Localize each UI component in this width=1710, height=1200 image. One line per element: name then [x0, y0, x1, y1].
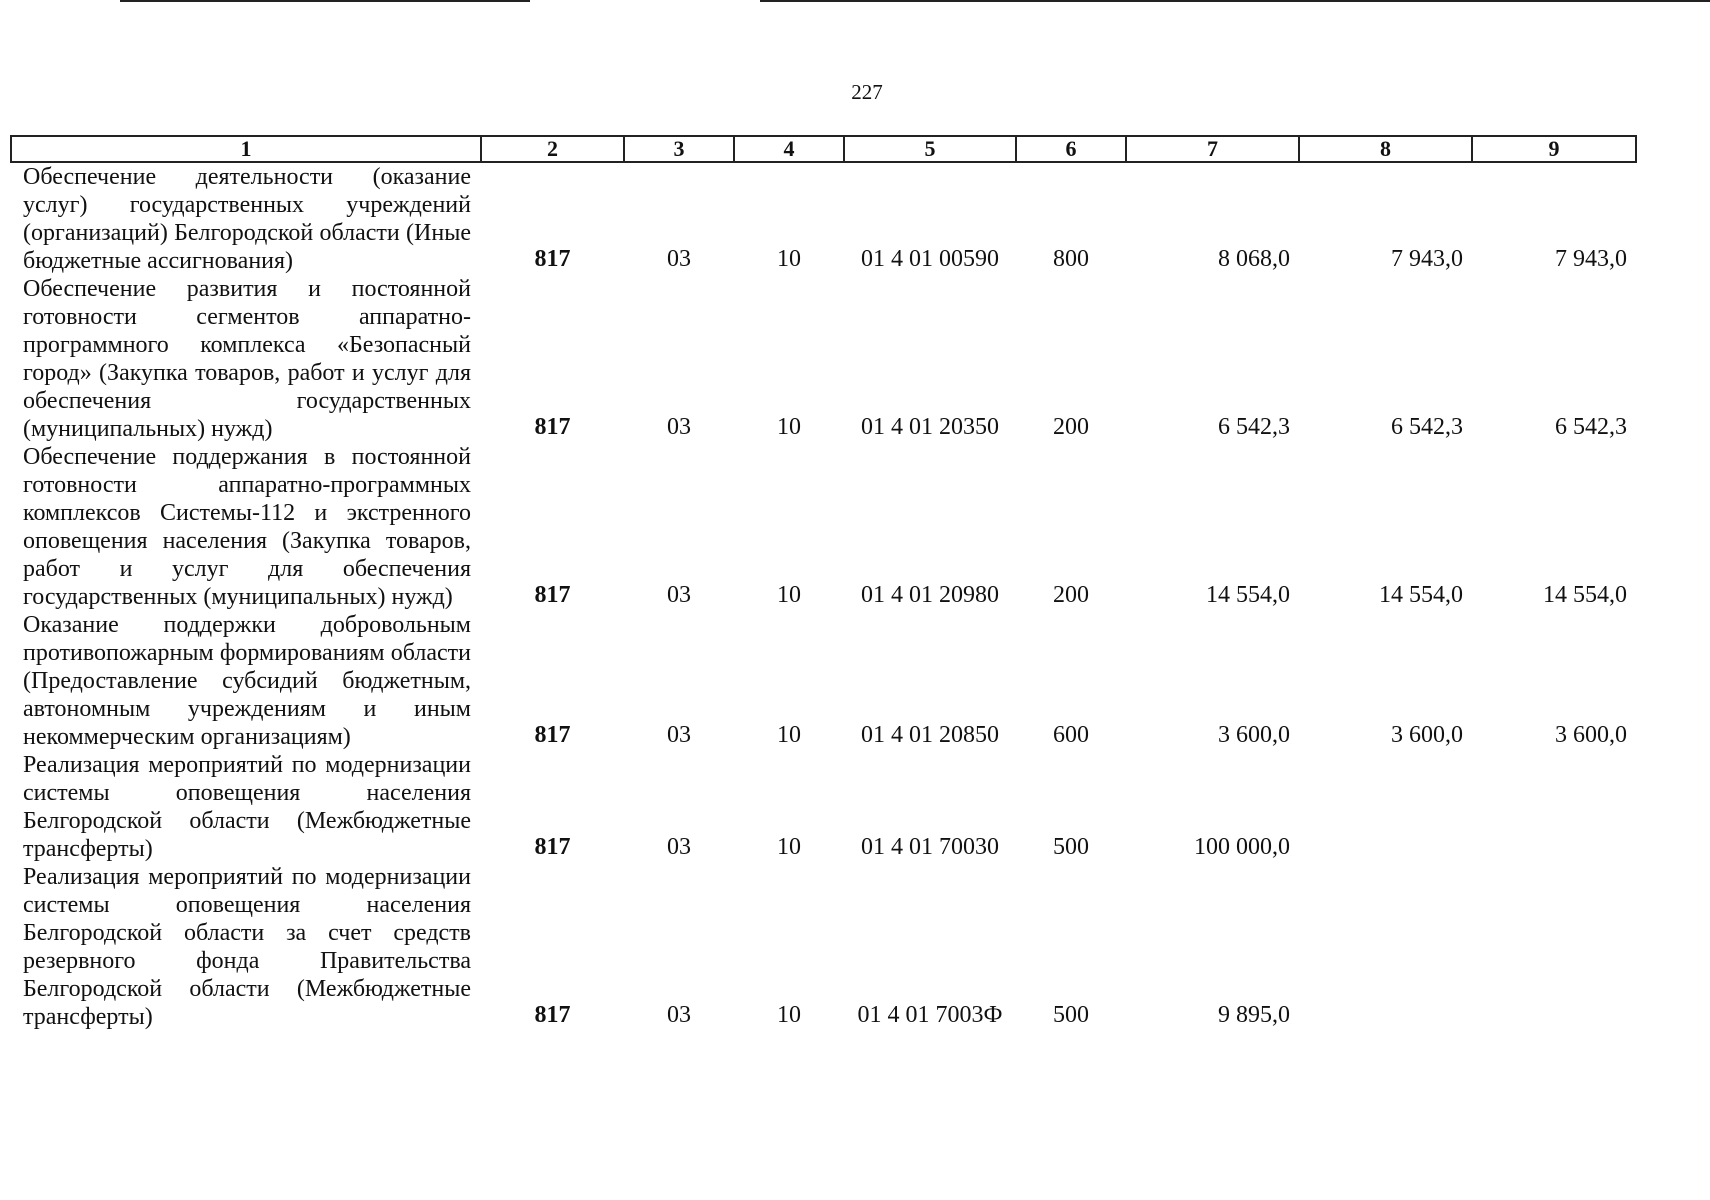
scan-top-rule-left: [120, 0, 530, 2]
code-section: 03: [667, 834, 691, 860]
amount-col7: 9 895,0: [1218, 1002, 1290, 1028]
amount-col9: 6 542,3: [1555, 414, 1627, 440]
header-cell: 7: [1126, 136, 1299, 162]
table-row: [11, 611, 1636, 751]
table-row: [11, 162, 1636, 275]
table-row: [11, 751, 1636, 863]
code-expense-type: 600: [1053, 722, 1089, 748]
header-cell: 5: [844, 136, 1016, 162]
header-cell: 8: [1299, 136, 1472, 162]
code-expense-type: 200: [1053, 414, 1089, 440]
amount-col8: [1299, 863, 1472, 1031]
code-section: 03: [667, 722, 691, 748]
amount-col7: 100 000,0: [1194, 834, 1290, 860]
code-ministry: 817: [534, 246, 571, 272]
code-subsection: 10: [777, 246, 801, 272]
budget-table: [10, 135, 1637, 1031]
amount-col9: [1472, 751, 1636, 863]
table-row: [11, 863, 1636, 1031]
table-row: [11, 443, 1636, 611]
code-target-article: 01 4 01 20850: [861, 722, 999, 748]
amount-col9: 14 554,0: [1543, 582, 1627, 608]
code-ministry: 817: [534, 722, 571, 748]
header-cell: 2: [481, 136, 624, 162]
amount-col8: 7 943,0: [1391, 246, 1463, 272]
amount-col7: 6 542,3: [1218, 414, 1290, 440]
amount-col7: 3 600,0: [1218, 722, 1290, 748]
code-subsection: 10: [777, 722, 801, 748]
amount-col8: 6 542,3: [1391, 414, 1463, 440]
header-cell: 9: [1472, 136, 1636, 162]
code-target-article: 01 4 01 00590: [861, 246, 999, 272]
header-cell: 1: [11, 136, 481, 162]
header-cell: 4: [734, 136, 844, 162]
code-ministry: 817: [534, 582, 571, 608]
code-expense-type: 800: [1053, 246, 1089, 272]
row-description: Обеспечение деятельности (оказание услуг) государственных учреждений (организаций) Белгородской области (Иные бюджетные ассигнования): [23, 164, 471, 274]
header-cell: 6: [1016, 136, 1126, 162]
amount-col8: 14 554,0: [1379, 582, 1463, 608]
code-subsection: 10: [777, 1002, 801, 1028]
amount-col8: 3 600,0: [1391, 722, 1463, 748]
amount-col9: [1472, 863, 1636, 1031]
header-cell: 3: [624, 136, 734, 162]
code-section: 03: [667, 582, 691, 608]
code-target-article: 01 4 01 70030: [861, 834, 999, 860]
code-ministry: 817: [534, 1002, 571, 1028]
row-description: Реализация мероприятий по модернизации системы оповещения населения Белгородской области за счет средств резервного фонда Правительства Белгородской области (Межбюджетные трансферты): [23, 864, 471, 1030]
amount-col7: 14 554,0: [1206, 582, 1290, 608]
code-section: 03: [667, 1002, 691, 1028]
scan-top-rule-right: [760, 0, 1710, 2]
row-description: Реализация мероприятий по модернизации системы оповещения населения Белгородской области (Межбюджетные трансферты): [23, 752, 471, 862]
amount-col8: [1299, 751, 1472, 863]
row-description: Оказание поддержки добровольным противопожарным формированиям области (Предоставление субсидий бюджетным, автономным учреждениям и иным некоммерческим организациям): [23, 612, 471, 750]
code-section: 03: [667, 414, 691, 440]
header-row: [11, 136, 1636, 162]
code-target-article: 01 4 01 20350: [861, 414, 999, 440]
code-expense-type: 500: [1053, 834, 1089, 860]
row-description: Обеспечение развития и постоянной готовности сегментов аппаратно-программного комплекса «Безопасный город» (Закупка товаров, работ и услуг для обеспечения государственных (муниципальных) нужд): [23, 276, 471, 442]
row-description: Обеспечение поддержания в постоянной готовности аппаратно-программных комплексов Системы-112 и экстренного оповещения населения (Закупка товаров, работ и услуг для обеспечения государственных (муниципальных) нужд): [23, 444, 471, 610]
code-subsection: 10: [777, 414, 801, 440]
code-ministry: 817: [534, 414, 571, 440]
code-ministry: 817: [534, 834, 571, 860]
code-expense-type: 200: [1053, 582, 1089, 608]
code-expense-type: 500: [1053, 1002, 1089, 1028]
code-subsection: 10: [777, 582, 801, 608]
page-number: 227: [851, 80, 883, 104]
code-target-article: 01 4 01 20980: [861, 582, 999, 608]
amount-col7: 8 068,0: [1218, 246, 1290, 272]
amount-col9: 3 600,0: [1555, 722, 1627, 748]
amount-col9: 7 943,0: [1555, 246, 1627, 272]
table-row: [11, 275, 1636, 443]
code-subsection: 10: [777, 834, 801, 860]
code-target-article: 01 4 01 7003Ф: [857, 1002, 1003, 1028]
code-section: 03: [667, 246, 691, 272]
